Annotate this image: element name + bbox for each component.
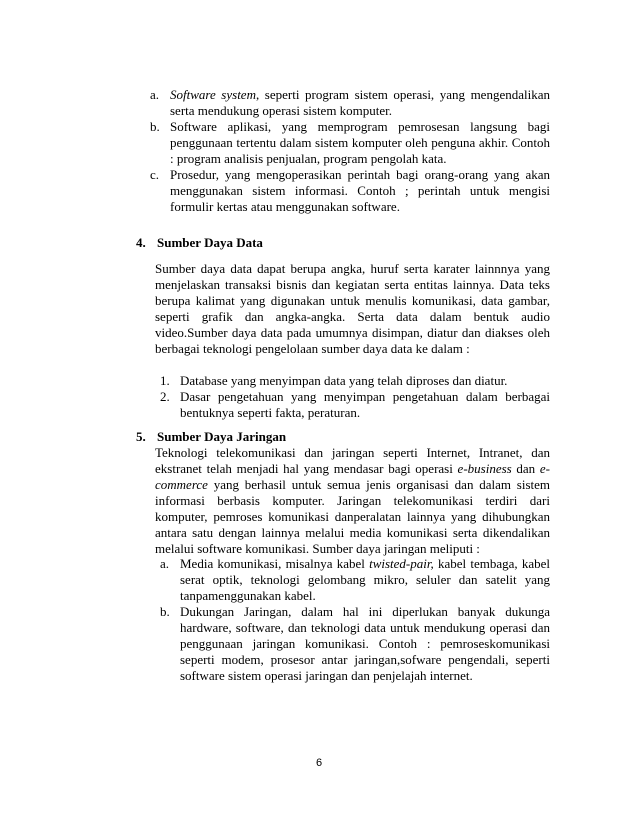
list-item	[150, 167, 550, 215]
list-item	[160, 604, 550, 684]
list-item	[160, 556, 550, 604]
list-marker: b.	[160, 604, 170, 619]
section-paragraph: Teknologi telekomunikasi dan jaringan seperti Internet, Intranet, dan ekstranet telah menjadi hal yang mendasar bagi operasi e-business dan e-commerce yang berhasil untuk semua jenis organisasi dan dalam sistem informasi berbasis komputer. Jaringan telekomunikasi terdiri dari komputer, pemroses komunikasi danperalatan lainnya yang dihubungkan antara satu dengan lainnya melalui media komunikasi serta dikendalikan melalui software komunikasi. Sumber daya jaringan meliputi :	[155, 445, 550, 556]
list-marker: b.	[150, 119, 160, 134]
section-title: Sumber Daya Data	[157, 235, 263, 250]
italic-term: e-business	[457, 461, 512, 476]
lettered-list	[160, 556, 550, 684]
list-marker: a.	[160, 556, 170, 571]
list-item	[160, 389, 550, 421]
page-number: 6	[315, 757, 323, 769]
list-item-text: Software aplikasi, yang memprogram pemrosesan langsung bagi penggunaan tertentu dalam sistem komputer oleh penguna akhir. Contoh : program analisis penjualan, program pengolah kata.	[170, 119, 550, 166]
section-heading	[136, 235, 556, 251]
section-number: 5.	[136, 429, 146, 444]
list-item-text: Dukungan Jaringan, dalam hal ini diperlukan banyak dukunga hardware, software, dan teknologi data untuk mendukung operasi dan penggunaan jaringan komunikasi. Contoh : pemroseskomunikasi seperti modem, prosesor antar jaringan,sofware pengendali, seperti software sistem operasi jaringan dan penjelajah internet.	[180, 604, 550, 683]
list-item-text: Prosedur, yang mengoperasikan perintah bagi orang-orang yang akan menggunakan sistem informasi. Contoh ; perintah untuk mengisi formulir kertas atau menggunakan software.	[170, 167, 550, 214]
list-marker: a.	[150, 87, 160, 102]
section-paragraph: Sumber daya data dapat berupa angka, huruf serta karater lainnnya yang menjelaskan transaksi bisnis dan kegiatan serta entitas lainnya. Data teks berupa kalimat yang digunakan untuk menulis komunikasi, data gambar, seperti grafik dan angka-angka. Serta data dalam bentuk audio video.Sumber daya data pada umumnya disimpan, diatur dan diakses oleh berbagai teknologi pengelolaan sumber daya data ke dalam :	[155, 261, 550, 356]
italic-term: e-commerce	[155, 461, 550, 492]
section-number: 4.	[136, 235, 146, 250]
italic-term: Software system	[170, 87, 256, 102]
list-item-text: Dasar pengetahuan yang menyimpan pengetahuan dalam berbagai bentuknya seperti fakta, peraturan.	[180, 389, 550, 420]
numbered-list	[160, 373, 550, 421]
list-item-text: Software system, seperti program sistem operasi, yang mengendalikan serta mendukung operasi sistem komputer.	[170, 87, 550, 118]
list-item-text: Media komunikasi, misalnya kabel twisted-pair, kabel tembaga, kabel serat optik, teknologi gelombang mikro, seluler dan satelit yang tanpamenggunakan kabel.	[180, 556, 550, 603]
list-item	[160, 373, 550, 389]
list-marker: 2.	[160, 389, 170, 404]
list-marker: 1.	[160, 373, 170, 388]
list-item-text: Database yang menyimpan data yang telah diproses dan diatur.	[180, 373, 508, 388]
list-marker: c.	[150, 167, 160, 182]
list-item	[150, 119, 550, 167]
software-list	[150, 87, 550, 215]
list-item	[150, 87, 550, 119]
italic-term: twisted-pair,	[369, 556, 434, 571]
section-title: Sumber Daya Jaringan	[157, 429, 287, 444]
section-heading	[136, 429, 556, 445]
